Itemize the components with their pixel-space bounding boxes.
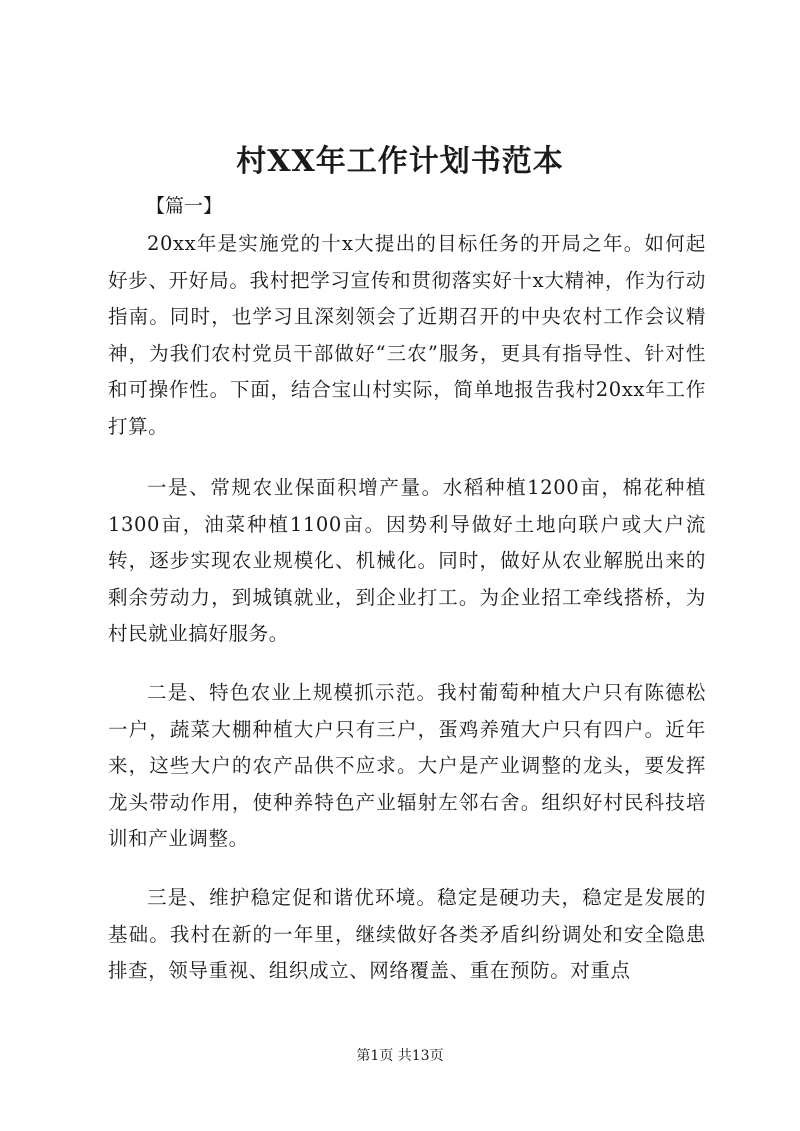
paragraph-stability: 三是、维护稳定促和谐优环境。稳定是硬功夫，稳定是发展的基础。我村在新的一年里，继续做好各类矛盾纠纷调处和安全隐患排查，领导重视、组织成立、网络覆盖、重在预防。对重点 bbox=[108, 886, 706, 982]
page-number-footer: 第1页 共13页 bbox=[356, 1048, 444, 1064]
section-label: 【篇一】 bbox=[146, 195, 223, 217]
paragraph-specialty-farming: 二是、特色农业上规模抓示范。我村葡萄种植大户只有陈德松一户，蔬菜大棚种植大户只有三户，蛋鸡养殖大户只有四户。近年来，这些大户的农产品供不应求。大户是产业调整的龙头，要发挥龙头带动作用，使种养特色产业辐射左邻右舍。组织好村民科技培训和产业调整。 bbox=[108, 681, 706, 850]
paragraph-intro: 20xx年是实施党的十x大提出的目标任务的开局之年。如何起好步、开好局。我村把学习宣传和贯彻落实好十x大精神，作为行动指南。同时，也学习且深刻领会了近期召开的中央农村工作会议精神，为我们农村党员干部做好“三农”服务，更具有指导性、针对性和可操作性。下面，结合宝山村实际，简单地报告我村20xx年工作打算。 bbox=[108, 232, 706, 438]
paragraph-agriculture: 一是、常规农业保面积增产量。水稻种植1200亩，棉花种植1300亩，油菜种植1100亩。因势利导做好土地向联户或大户流转，逐步实现农业规模化、机械化。同时，做好从农业解脱出来的剩余劳动力，到城镇就业，到企业打工。为企业招工牵线搭桥，为村民就业搞好服务。 bbox=[108, 476, 706, 645]
document-title: 村XX年工作计划书范本 bbox=[236, 144, 564, 179]
